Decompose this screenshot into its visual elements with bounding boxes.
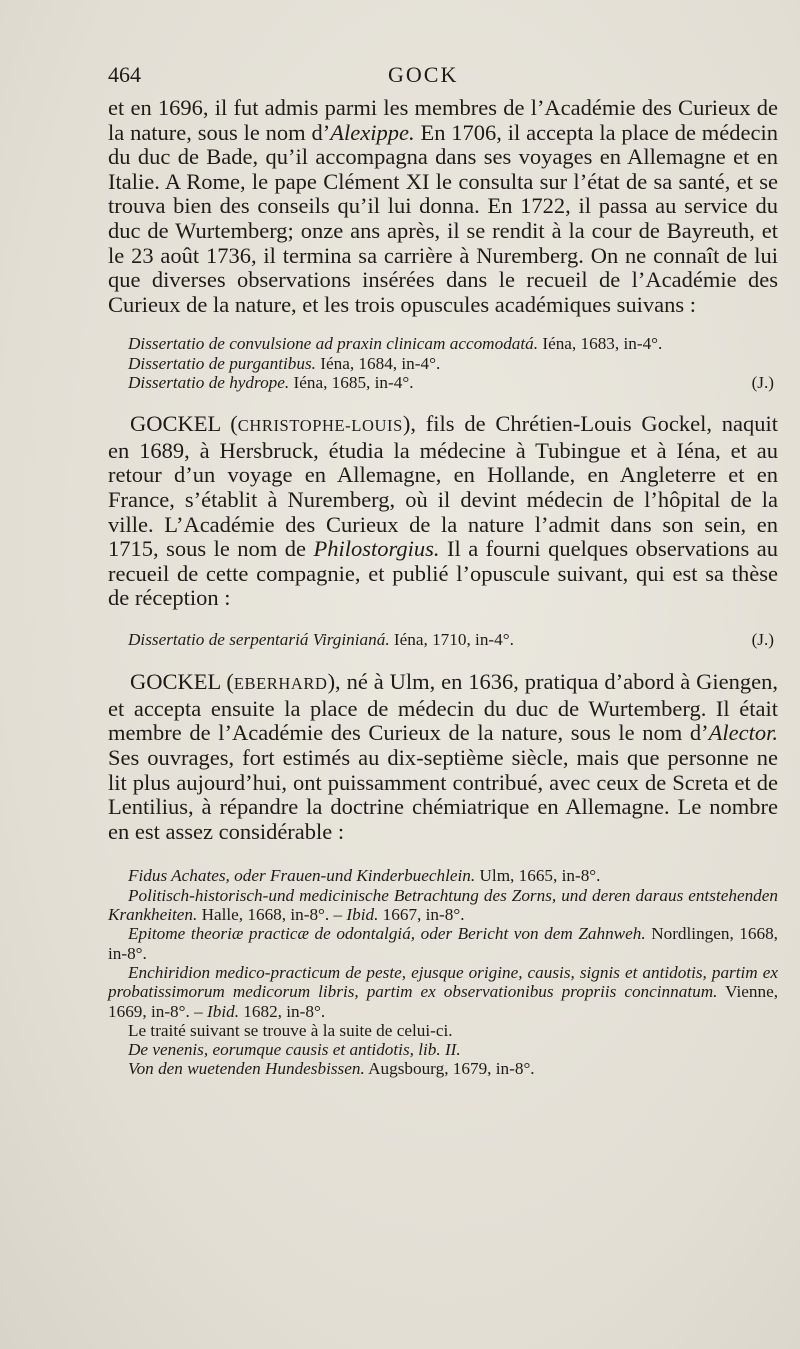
author-signature: (J.)	[751, 372, 774, 392]
entry-forenames: CHRISTOPHE-LOUIS	[237, 416, 403, 436]
bibliography-item	[108, 1040, 778, 1059]
bibliography-list	[108, 334, 778, 392]
ibid: Ibid.	[346, 905, 379, 925]
bibliography-list	[108, 630, 778, 649]
work-title: Von den wuetenden Hundesbissen.	[128, 1059, 365, 1079]
work-title: Enchiridion medico-practicum de peste, ejusque origine, causis, signis et antidotis, partim ex probatissimorum medicorum libris, partim ex observationibus propriis concinnatum.	[108, 962, 778, 1002]
bibliography-item	[108, 886, 778, 925]
work-details: Iéna, 1683, in-4°.	[538, 334, 663, 354]
pseudonym: Alector.	[708, 720, 778, 746]
work-details: Iéna, 1685, in-4°.	[289, 372, 414, 392]
work-title: Dissertatio de purgantibus.	[128, 353, 316, 373]
entry-paragraph: GOCKEL (CHRISTOPHE-LOUIS), fils de Chrétien-Louis Gockel, naquit en 1689, à Hersbruck, étudia la médecine à Tubingue et à Iéna, et au retour d’un voyage en Allemagne, en Hollande, en Angleterre et en France, s’établit à Nuremberg, où il devint médecin de l’hôpital de la ville. L’Académie des Curieux de la nature l’admit dans son sein, en 1715, sous le nom de Philostorgius. Il a fourni quelques observations au recueil de cette compagnie, et publié l’opuscule suivant, qui est sa thèse de réception :	[108, 411, 778, 611]
work-details: Nordlingen, 1668, in-8°.	[108, 924, 778, 963]
bibliography-note: Le traité suivant se trouve à la suite de celui-ci.	[128, 1020, 453, 1040]
work-details: Augsbourg, 1679, in-8°.	[364, 1059, 535, 1079]
running-head: GOCK	[388, 62, 459, 87]
work-title: Dissertatio de serpentariá Virginianá.	[128, 629, 390, 649]
work-details: Halle, 1668, in-8°. –	[197, 905, 347, 925]
entry-gock-continuation	[108, 96, 778, 317]
entry-paragraph: et en 1696, il fut admis parmi les membres de l’Académie des Curieux de la nature, sous le nom d’Alexippe. En 1706, il accepta la place de médecin du duc de Bade, qu’il accompagna dans ses voyages en Allemagne et en Italie. A Rome, le pape Clément XI le consulta sur l’état de sa santé, et se trouva bien des conseils qu’il lui donna. En 1722, il passa au service du duc de Wurtemberg; onze ans après, il se rendit à la cour de Bayreuth, et le 23 août 1736, il termina sa carrière à Nuremberg. On ne connaît de lui que diverses observations insérées dans le recueil de l’Académie des Curieux de la nature, et les trois opuscules académiques suivans :	[108, 95, 779, 317]
entry-paragraph: GOCKEL (EBERHARD), né à Ulm, en 1636, pratiqua d’abord à Giengen, et accepta ensuite la place de médecin du duc de Wurtemberg. Il était membre de l’Académie des Curieux de la nature, sous le nom d’Alector. Ses ouvrages, fort estimés au dix-septième siècle, mais que personne ne lit plus aujourd’hui, ont puissamment contribué, avec ceux de Screta et de Lentilius, à répandre la doctrine chémiatrique en Allemagne. Le nombre en est assez considérable :	[108, 669, 779, 844]
work-details: 1682, in-8°.	[239, 1001, 326, 1021]
bibliography-item	[108, 924, 778, 963]
author-signature: (J.)	[751, 629, 774, 649]
bibliography-item	[108, 963, 778, 1021]
pseudonym: Philostorgius.	[313, 536, 440, 562]
bibliography-item	[108, 866, 778, 885]
entry-name: GOCKEL	[130, 411, 221, 437]
bibliography-item	[108, 354, 778, 373]
work-details: Iéna, 1684, in-4°.	[315, 353, 441, 373]
pseudonym: Alexippe.	[330, 119, 415, 145]
work-title: Politisch-historisch-und medicinische Betrachtung des Zorns, und deren daraus entstehenden Krankheiten.	[108, 885, 778, 925]
work-details: Vienne, 1669, in-8°. –	[108, 982, 778, 1021]
work-title: De venenis, eorumque causis et antidotis, lib. II.	[128, 1040, 461, 1060]
work-details: Iéna, 1710, in-4°.	[389, 629, 514, 649]
bibliography-item	[108, 373, 778, 392]
entry-gockel-christophe-louis	[108, 412, 778, 611]
work-details: 1667, in-8°.	[378, 905, 465, 925]
entry-gockel-eberhard	[108, 670, 778, 844]
page-number: 464	[108, 62, 141, 87]
ibid: Ibid.	[207, 1001, 239, 1021]
work-details: Ulm, 1665, in-8°.	[475, 866, 601, 886]
bibliography-item	[108, 1059, 778, 1078]
entry-forenames: EBERHARD	[233, 674, 328, 694]
page-header	[108, 62, 778, 96]
work-title: Dissertatio de hydrope.	[128, 372, 290, 392]
work-title: Epitome theoriæ practicæ de odontalgiá, oder Bericht von dem Zahnweh.	[128, 924, 646, 944]
entry-name: GOCKEL	[130, 669, 221, 695]
work-title: Dissertatio de convulsione ad praxin clinicam accomodatá.	[128, 334, 539, 354]
bibliography-item	[108, 630, 778, 649]
work-title: Fidus Achates, oder Frauen-und Kinderbuechlein.	[128, 866, 476, 886]
bibliography-item	[108, 334, 778, 353]
bibliography-list	[108, 866, 778, 1078]
